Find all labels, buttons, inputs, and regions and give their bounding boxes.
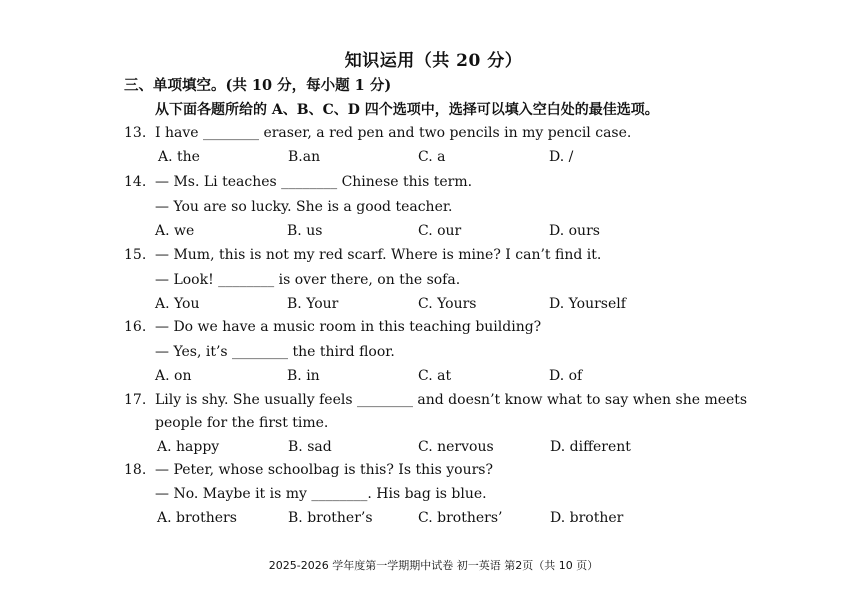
question-number: 18. [124, 462, 147, 478]
section-heading: 三、单项填空。(共 10 分，每小题 1 分) [124, 77, 392, 94]
option-a: A. You [155, 296, 200, 312]
option-b: B. us [287, 223, 323, 239]
option-a: A. brothers [157, 510, 237, 526]
option-d: D. different [550, 439, 631, 455]
option-c: C. our [418, 223, 462, 239]
option-b: B.an [288, 149, 321, 165]
question-number: 13. [124, 125, 147, 141]
option-d: D. ours [549, 223, 600, 239]
question-16-line-2: — Yes, it’s ________ the third floor. [155, 344, 395, 360]
option-b: B. sad [288, 439, 332, 455]
question-text: — Peter, whose schoolbag is this? Is this yours? [155, 462, 493, 478]
option-d: D. Yourself [549, 296, 626, 312]
question-16-line-1 [124, 318, 541, 336]
question-14-line-1 [124, 173, 472, 191]
option-a: A. the [158, 149, 200, 165]
page-footer: 2025-2026 学年度第一学期期中试卷 初一英语 第2页（共 10 页） [268, 559, 599, 572]
question-text: Lily is shy. She usually feels ________ and doesn’t know what to say when she meets [155, 392, 748, 408]
option-b: B. in [287, 368, 320, 384]
question-text: — Do we have a music room in this teaching building? [155, 319, 542, 335]
question-13-line-1 [124, 124, 631, 142]
question-number: 16. [124, 319, 147, 335]
question-text: — Ms. Li teaches ________ Chinese this term. [155, 174, 473, 190]
question-number: 14. [124, 174, 147, 190]
option-b: B. Your [287, 296, 339, 312]
option-d: D. of [549, 368, 583, 384]
option-c: C. brothers’ [418, 510, 503, 526]
question-18-line-2: — No. Maybe it is my ________. His bag is blue. [155, 486, 487, 502]
option-d: D. brother [550, 510, 624, 526]
question-number: 17. [124, 392, 147, 408]
question-text: — Mum, this is not my red scarf. Where is mine? I can’t find it. [155, 247, 602, 263]
question-14-line-2: — You are so lucky. She is a good teacher. [155, 199, 453, 215]
question-15-line-1 [124, 246, 601, 264]
question-17-line-2: people for the first time. [155, 415, 329, 431]
option-a: A. we [155, 223, 195, 239]
option-c: C. Yours [418, 296, 477, 312]
page-title: 知识运用（共 20 分） [344, 51, 523, 71]
option-c: C. at [418, 368, 452, 384]
option-c: C. a [418, 149, 446, 165]
question-17-line-1 [124, 391, 747, 409]
question-15-line-2: — Look! ________ is over there, on the sofa. [155, 272, 461, 288]
option-a: A. on [155, 368, 192, 384]
option-b: B. brother’s [288, 510, 373, 526]
question-number: 15. [124, 247, 147, 263]
section-instruction: 从下面各题所给的 A、B、C、D 四个选项中，选择可以填入空白处的最佳选项。 [155, 102, 659, 118]
option-a: A. happy [157, 439, 220, 455]
question-text: I have ________ eraser, a red pen and two pencils in my pencil case. [155, 125, 632, 141]
option-d: D. / [549, 149, 574, 165]
option-c: C. nervous [418, 439, 494, 455]
question-18-line-1 [124, 461, 493, 479]
